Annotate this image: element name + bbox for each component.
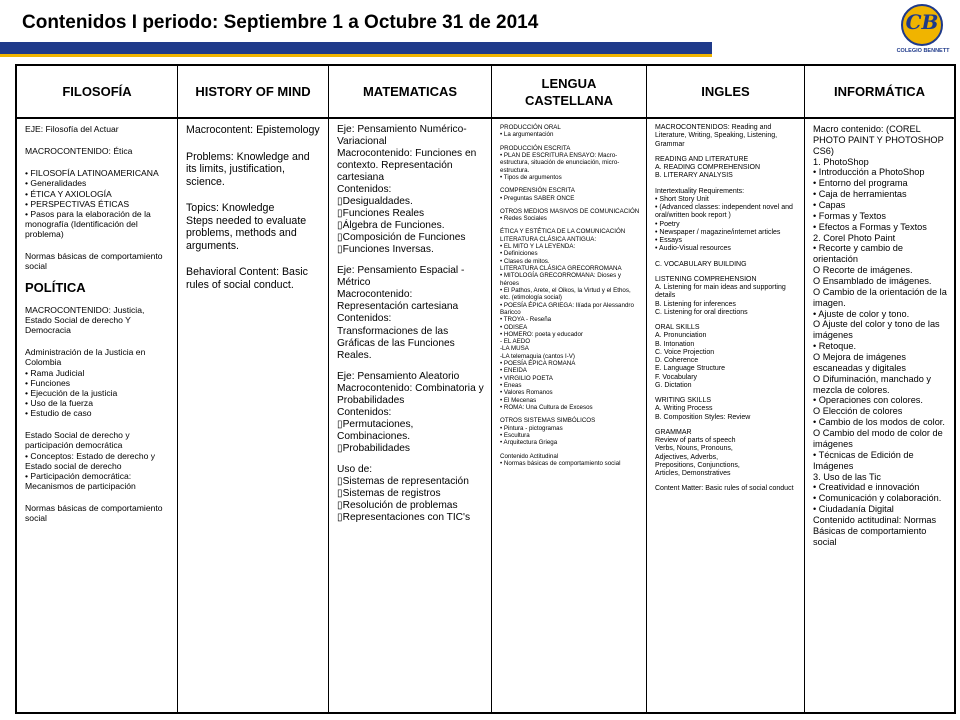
content-block <box>186 124 322 137</box>
content-line: • Newspaper / magazine/internet articles <box>655 228 781 236</box>
content-line: • Pasos para la elaboración de la monografía (Identificación del problema) <box>25 208 151 240</box>
content-block <box>25 146 171 156</box>
content-line: • Ejecución de la justicia <box>25 387 118 398</box>
content-line: O Recorte de imágenes. <box>813 265 913 276</box>
content-line: Contenidos: <box>337 184 392 196</box>
logo-initials: CB <box>905 10 939 34</box>
content-line: Macrocontenido: Combinatoria y Probabilidades <box>337 382 484 406</box>
content-line: • Operaciones con colores. <box>813 395 923 406</box>
content-line: • Arquitectura Griega <box>500 439 558 447</box>
content-line: Behavioral Content: Basic rules of social conduct. <box>186 266 308 291</box>
content-line: LISTENING COMPREHENSION <box>655 275 757 283</box>
content-line: • Caja de herramientas <box>813 189 907 200</box>
content-line: • Normas básicas de comportamiento social <box>500 459 621 467</box>
content-line: • FILOSOFÍA LATINOAMERICANA <box>25 168 159 179</box>
column-header: FILOSOFÍA <box>17 66 177 119</box>
content-line: Content Matter: Basic rules of social conduct <box>655 485 794 493</box>
content-line: B. LITERARY ANALYSIS <box>655 172 733 180</box>
content-line: O Elección de colores <box>813 406 903 417</box>
logo-caption: COLEGIO BENNETT <box>896 48 950 54</box>
content-line: F. Vocabulary <box>655 373 698 381</box>
content-block <box>25 430 171 491</box>
content-line: MACROCONTENIDO: Ética <box>25 146 133 157</box>
content-line: Eje: Pensamiento Numérico-Variacional <box>337 124 467 148</box>
content-line: • HOMERO: poeta y educador <box>500 330 583 338</box>
content-line: A. READING COMPREHENSION <box>655 164 761 171</box>
content-block <box>337 371 485 455</box>
content-line: Contenido actitudinal: Normas Básicas de comportamiento social <box>813 514 937 547</box>
content-block <box>500 228 640 411</box>
content-line: ÉTICA Y ESTÉTICA DE LA COMUNICACIÓN <box>500 228 626 236</box>
content-line: Articles, Demonstratives <box>655 470 731 477</box>
content-line: Topics: Knowledge <box>186 202 275 214</box>
content-line: Macrocontent: Epistemology <box>186 124 320 136</box>
content-line: • Short Story Unit <box>655 195 709 203</box>
column-body <box>17 119 177 523</box>
content-line: C. Voice Projection <box>655 348 715 356</box>
content-line: • Introducción a PhotoShop <box>813 167 925 178</box>
content-line: A. Writing Process <box>655 405 713 413</box>
content-line: • Valores Romanos <box>500 389 553 397</box>
content-line: Steps needed to evaluate problems, methods and arguments. <box>186 214 307 252</box>
content-line: • Poetry <box>655 220 680 228</box>
content-line: 1. PhotoShop <box>813 156 869 167</box>
content-block <box>500 124 640 139</box>
content-line: WRITING SKILLS <box>655 397 712 404</box>
content-line: • Ajuste de color y tono. <box>813 308 910 319</box>
content-line: • Retoque. <box>813 341 857 352</box>
content-block <box>25 124 171 134</box>
content-line: Transformaciones de las Gráficas de las Funciones Reales. <box>337 325 455 361</box>
content-line: Macrocontenido: Representación cartesiana <box>337 289 459 313</box>
content-line: Adjectives, Adverbs, <box>655 453 719 461</box>
content-line: Macro contenido: (COREL PHOTO PAINT Y PHOTOSHOP CS6) <box>813 124 944 156</box>
content-line: • Audio-Visual resources <box>655 245 731 253</box>
content-block <box>500 145 640 182</box>
content-line: • (Advanced classes: independent novel and oral/written book report ) <box>655 204 793 220</box>
content-block <box>500 417 640 446</box>
content-block <box>655 261 798 269</box>
column-3 <box>492 66 647 712</box>
content-line: • Clases de mitos. <box>500 257 550 265</box>
content-line: ▯Sistemas de registros <box>337 487 441 499</box>
content-line: Eje: Pensamiento Espacial - Métrico <box>337 265 465 289</box>
content-line: • Efectos a Formas y Textos <box>813 221 927 232</box>
content-line: • ENEIDA <box>500 367 527 375</box>
content-line: Verbs, Nouns, Pronouns, <box>655 445 733 453</box>
content-line: • Preguntas SABER ONCE <box>500 194 575 202</box>
content-line: COMPRENSIÓN ESCRITA <box>500 187 575 195</box>
content-line: • Participación democrática: Mecanismos de participación <box>25 470 136 491</box>
content-line: Estado Social de derecho y participación democrática <box>25 430 130 451</box>
content-line: • EL MITO Y LA LEYENDA: <box>500 243 576 251</box>
content-line: O Ajuste del color y tono de las imágenes <box>813 319 940 341</box>
content-line: • Ciudadanía Digital <box>813 504 894 515</box>
content-block <box>25 251 171 271</box>
content-line: • Eneas <box>500 382 522 389</box>
content-line: ▯Probabilidades <box>337 442 411 454</box>
content-line: ▯Álgebra de Funciones. <box>337 220 445 232</box>
content-line: GRAMMAR <box>655 428 692 436</box>
content-line: A. Listening for main ideas and supporting details <box>655 284 786 300</box>
content-line: Normas básicas de comportamiento social <box>25 503 163 524</box>
content-line: • Creatividad e innovación <box>813 482 920 493</box>
content-line: • ODISEA <box>500 323 528 331</box>
content-line: MACROCONTENIDO: Justicia, Estado Social de derecho Y Democracia <box>25 304 145 336</box>
content-line: ▯Resolución de problemas <box>337 499 458 511</box>
content-line: Administración de la Justicia en Colombia <box>25 347 146 368</box>
content-line: Contenidos: <box>337 313 392 325</box>
content-line: E. Language Structure <box>655 365 726 373</box>
content-line: ▯Funciones Reales <box>337 208 425 220</box>
column-body <box>647 119 804 494</box>
content-line: • TROYA - Reseña <box>500 316 552 324</box>
content-line: • Cambio de los modos de color. <box>813 417 945 428</box>
content-line: • PERSPECTIVAS ÉTICAS <box>25 198 130 209</box>
content-line: OTROS MEDIOS MASIVOS DE COMUNICACIÓN <box>500 207 640 215</box>
content-line: G. Dictation <box>655 381 692 389</box>
content-line: OTROS SISTEMAS SIMBÓLICOS <box>500 417 596 425</box>
content-line: • Escultura <box>500 431 530 439</box>
title-accent-bar <box>0 54 712 57</box>
page-title: Contenidos I periodo: Septiembre 1 a Octubre 31 de 2014 <box>22 12 539 33</box>
column-5 <box>805 66 954 712</box>
content-line: PRODUCCIÓN ORAL <box>500 124 561 131</box>
content-line: • ROMA: Una Cultura de Excesos <box>500 403 593 411</box>
content-line: • POESÍA ÉPICA GRIEGA: Ilíada por Alessandro Baricco <box>500 301 634 316</box>
content-block <box>655 156 798 181</box>
content-line: D. Coherence <box>655 357 699 364</box>
section-subheading: POLÍTICA <box>25 279 86 295</box>
content-block <box>655 276 798 317</box>
content-line: Intertextuality Requirements: <box>655 187 745 195</box>
content-block <box>813 124 948 548</box>
content-block <box>25 347 171 418</box>
column-body <box>178 119 328 291</box>
column-2 <box>329 66 492 712</box>
column-4 <box>647 66 805 712</box>
title-underline-bar <box>0 42 712 54</box>
content-line: • Pintura - pictogramas <box>500 424 563 432</box>
content-line: O Difuminación, manchado y mezcla de colores. <box>813 373 931 395</box>
content-block <box>655 429 798 479</box>
column-header: LENGUA CASTELLANA <box>492 66 646 119</box>
content-line: LITERATURA CLÁSICA ANTIGUA: <box>500 235 597 243</box>
content-line: • Uso de la fuerza <box>25 398 93 408</box>
content-line: • El Pathos, Arete, el Oikos, la Virtud y el Ethos, etc. (etimología social) <box>500 286 631 302</box>
content-line: ▯Desigualdades. <box>337 196 413 208</box>
content-line: Contenido Actitudinal <box>500 452 559 460</box>
content-line: O Cambio del modo de color de imágenes <box>813 428 943 449</box>
content-line: PRODUCCIÓN ESCRITA <box>500 144 571 152</box>
content-line: • Estudio de caso <box>25 408 92 419</box>
content-line: • Redes Sociales <box>500 215 547 223</box>
content-line: • MITOLOGÍA GRECORROMANA: Dioses y héroes <box>500 272 622 287</box>
school-logo <box>893 4 953 60</box>
content-line: C. Listening for oral directions <box>655 308 748 316</box>
content-line: • El Mecenas <box>500 396 537 404</box>
content-line: ▯Sistemas de representación <box>337 475 469 487</box>
content-line: - EL AEDO <box>500 338 531 346</box>
content-line: -LA telemaquia (cantos I-V) <box>500 352 575 360</box>
column-body <box>492 119 646 467</box>
content-line: • Comunicación y colaboración. <box>813 493 942 504</box>
column-header: MATEMATICAS <box>329 66 491 119</box>
column-header: INFORMÁTICA <box>805 66 954 119</box>
content-line: Problems: Knowledge and its limits, justification, science. <box>186 150 310 188</box>
content-block <box>655 485 798 493</box>
content-line: ▯Permutaciones, Combinaciones. <box>337 418 414 442</box>
content-line: • POESÍA ÉPICA ROMANA <box>500 360 576 368</box>
content-line: • ÉTICA Y AXIOLOGÍA <box>25 188 112 199</box>
content-line: • Técnicas de Edición de Imágenes <box>813 449 914 471</box>
content-line: ▯Funciones Inversas. <box>337 244 434 256</box>
content-line: • Essays <box>655 237 682 244</box>
content-line: B. Intonation <box>655 340 695 348</box>
content-line: MACROCONTENIDOS: Reading and Literature, Writing, Speaking, Listening, Grammar <box>655 124 778 148</box>
content-line: C. VOCABULARY BUILDING <box>655 260 747 268</box>
content-line: Review of parts of speech <box>655 437 736 444</box>
content-line: 3. Uso de las Tic <box>813 471 881 482</box>
content-block <box>655 188 798 254</box>
content-block <box>186 266 322 291</box>
content-block <box>500 453 640 468</box>
content-line: O Ensamblado de imágenes. <box>813 276 932 287</box>
content-line: B. Listening for inferences <box>655 300 736 308</box>
content-line: • Funciones <box>25 377 71 388</box>
content-block <box>500 208 640 223</box>
content-line: ▯Composición de Funciones <box>337 232 466 244</box>
content-block <box>337 464 485 524</box>
content-line: -LA MUSA <box>500 345 529 353</box>
column-body <box>805 119 954 548</box>
content-line: • Rama Judicial <box>25 367 85 378</box>
content-line: Macrocontenido: Funciones en contexto. Representación cartesiana <box>337 148 477 184</box>
content-line: Prepositions, Conjunctions, <box>655 461 740 469</box>
column-header: INGLES <box>647 66 804 119</box>
content-line: Eje: Pensamiento Aleatorio <box>337 370 460 382</box>
column-header: HISTORY OF MIND <box>178 66 328 119</box>
content-line: LITERATURA CLÁSICA GRECORROMANA <box>500 265 622 272</box>
content-block <box>500 187 640 202</box>
contents-table <box>15 64 956 714</box>
content-line: ▯Representaciones con TIC's <box>337 511 471 523</box>
content-line: Contenidos: <box>337 406 392 418</box>
content-line: B. Composition Styles: Review <box>655 413 751 421</box>
content-line: • Generalidades <box>25 178 87 189</box>
content-line: • Formas y Textos <box>813 210 886 221</box>
content-line: 2. Corel Photo Paint <box>813 232 896 243</box>
content-line: Uso de: <box>337 463 373 475</box>
content-line: • PLAN DE ESCRITURA ENSAYO: Macro-estructura, situación de enunciación, micro-estructura. <box>500 151 620 174</box>
content-line: • Recorte y cambio de orientación <box>813 243 904 265</box>
content-line: • Capas <box>813 200 846 211</box>
content-line: • VIRGILIO POETA <box>500 374 553 382</box>
column-0 <box>17 66 178 712</box>
content-block <box>655 324 798 390</box>
content-block <box>25 305 171 335</box>
content-line: • La argumentación <box>500 131 554 139</box>
content-line: Normas básicas de comportamiento social <box>25 251 163 272</box>
content-line: A. Pronunciation <box>655 332 707 340</box>
column-body <box>329 119 491 524</box>
content-block <box>186 202 322 252</box>
content-line: • Definiciones <box>500 250 538 258</box>
content-line: • Entorno del programa <box>813 178 908 189</box>
content-block <box>186 151 322 189</box>
content-line: • Conceptos: Estado de derecho y Estado social de derecho <box>25 450 156 471</box>
column-1 <box>178 66 329 712</box>
content-line: • Tipos de argumentos <box>500 173 562 181</box>
content-block <box>25 168 171 239</box>
content-line: READING AND LITERATURE <box>655 155 749 163</box>
content-line: O Mejora de imágenes escaneadas y digitales <box>813 352 906 373</box>
content-block <box>655 397 798 422</box>
content-block <box>337 265 485 361</box>
content-block <box>25 503 171 523</box>
content-block <box>337 124 485 256</box>
content-line: O Cambio de la orientación de la imagen. <box>813 286 947 308</box>
content-block <box>655 124 798 149</box>
content-line: EJE: Filosofía del Actuar <box>25 124 119 134</box>
content-line: ORAL SKILLS <box>655 324 700 331</box>
